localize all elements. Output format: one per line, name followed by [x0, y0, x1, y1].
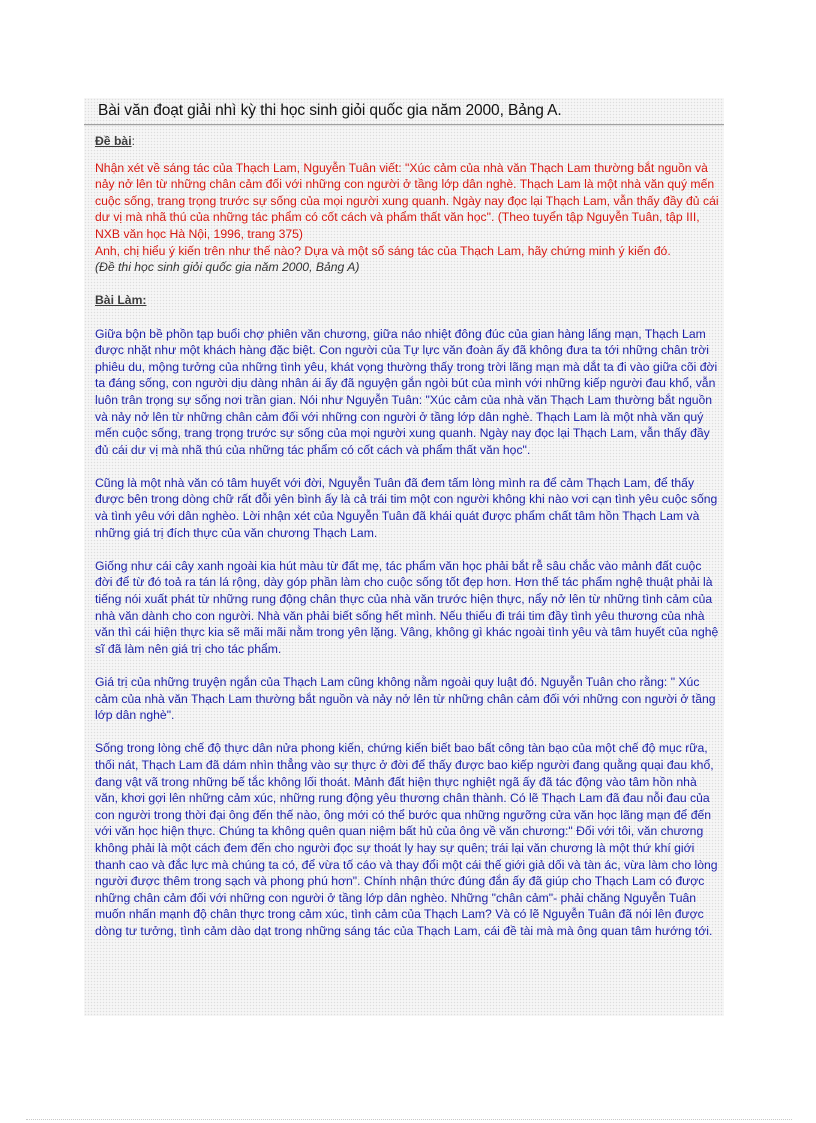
spacer [95, 657, 721, 674]
document-body [95, 133, 721, 940]
de-bai-colon: : [131, 134, 135, 148]
footer-divider [26, 1119, 792, 1120]
prompt-source: (Đề thi học sinh giỏi quốc gia năm 2000, Bảng A) [95, 260, 360, 275]
essay-paragraph: Cũng là một nhà văn có tâm huyết với đời, Nguyễn Tuân đã đem tấm lòng mình ra để cảm Thạch Lam, để thấy được bên trong dòng chữ rất đỗi yên bình ấy là cả trái tim một con người không khi nào vơi cạn tình yêu cuộc sống và tình yêu với dân nghèo. Lời nhận xét của Nguyễn Tuân đã khái quát được phẩm chất tâm hồn Thạch Lam và những giá trị đích thực của văn chương Thạch Lam. [95, 475, 718, 540]
essay-paragraph: Sống trong lòng chế độ thực dân nửa phong kiến, chứng kiến biết bao bất công tàn bạo của một chế độ mục rữa, thối nát, Thạch Lam đã dám nhìn thẳng vào sự thực ở đời để thấy được bao kiếp người đang quằng quại đau khổ, đang vật vã trong những bế tắc không lối thoát. Mảnh đất hiện thực nghiệt ngã ấy đã tác động vào tâm hồn nhà văn, khơi gợi lên những cảm xúc, những rung động yêu thương chân thành. Có lẽ Thạch Lam đã đau nỗi đau của con người trong thời đại ông đến thế nào, ông mới có thể bước qua những ngưỡng cửa văn học lãng mạn để đến với văn học hiện thực. Chúng ta không quên quan niệm bất hủ của ông về văn chương:" Đối với tôi, văn chương không phải là một cách đem đến cho người đọc sự thoát ly hay sự quên; trái lại văn chương là một thứ khí giới thanh cao và đắc lực mà chúng ta có, để vừa tố cáo và thay đổi một cái thế giới giả dối và tàn ác, vừa làm cho lòng người được thêm trong sạch và phong phú hơn". Chính nhận thức đúng đắn ấy đã giúp cho Thạch Lam có được những chân cảm đối với những con người ở tầng lớp dân nghèo. Những "chân cảm"- phải chăng Nguyễn Tuân muốn nhấn mạnh độ chân thực trong cảm xúc, tình cảm của Thạch Lam? Và có lẽ Nguyễn Tuân đã nói lên được dòng tư tưởng, tình cảm dào dạt trong những sáng tác của Thạch Lam, cái đề tài mà mà ông quan tâm hướng tới. [95, 741, 718, 938]
prompt-quote: Nhận xét về sáng tác của Thạch Lam, Nguyễn Tuân viết: "Xúc cảm của nhà văn Thạch Lam thường bắt nguồn và nảy nở lên từ những chân cảm đối với những con người ở tầng lớp dân nghè. Thạch Lam là một nhà văn quý mến cuộc sống, trang trọng trước sự sống của mọi người xung quanh. Ngày nay đọc lại Thạch Lam, vẫn thấy đầy đủ cái dư vị mà nhã thú của những tác phẩm có cốt cách và phẩm thất văn học". (Theo tuyển tập Nguyễn Tuân, tập III, NXB văn học Hà Nội, 1996, trang 375) [95, 160, 719, 241]
spacer [95, 541, 721, 558]
bai-lam-heading [95, 292, 721, 309]
document-title: Bài văn đoạt giải nhì kỳ thi học sinh giỏi quốc gia năm 2000, Bảng A. [98, 102, 562, 119]
de-bai-label: Đề bài [95, 134, 132, 148]
de-bai-heading [95, 133, 721, 150]
spacer [95, 309, 721, 326]
spacer [95, 458, 721, 475]
essay-paragraph: Giá trị của những truyện ngắn của Thạch Lam cũng không nằm ngoài quy luật đó. Nguyễn Tuân cho rằng: " Xúc cảm của nhà văn Thạch Lam thường bắt nguồn và nảy nở lên từ những chân cảm đối với những con người ở tầng lớp dân nghè". [95, 675, 716, 723]
prompt-question: Anh, chị hiểu ý kiến trên như thế nào? Dựa và một số sáng tác của Thạch Lam, hãy chứng minh ý kiến đó. [95, 243, 671, 258]
essay-paragraph: Giống như cái cây xanh ngoài kia hút màu từ đất mẹ, tác phẩm văn học phải bắt rễ sâu chắc vào mảnh đất cuộc đời để từ đó toả ra tán lá rộng, dày góp phần làm cho cuộc sống tốt đẹp hơn. Hơn thế tác phẩm nghệ thuật phải là tiếng nói xuất phát từ những rung động chân thực của nhà văn trước hiện thực, nẩy nở lên từ những tình cảm của nhà văn dành cho con người. Nhà văn phải biết sống hết mình. Nếu thiếu đi trái tim đầy tình yêu thương của nhà văn thì cái hiện thực kia sẽ mãi mãi nằm trong yên lặng. Vâng, không gì khác ngoài tình yêu và tâm huyết của nghệ sĩ đã làm nên giá trị cho tác phẩm. [95, 558, 719, 656]
spacer [95, 724, 721, 741]
essay-paragraph: Giữa bộn bề phồn tạp buổi chợ phiên văn chương, giữa náo nhiệt đông đúc của gian hàng lấng mạn, Thạch Lam được nhặt như một khách hàng đặc biệt. Con người của Tự lực văn đoàn ấy đã không đưa ta tới những chân trời phiêu du, mộng tưởng của những tình yêu, khát vọng thường thấy trong trời lãng mạn mà dắt ta đi vào giữa cõi đời ta đáng sống, con người dịu dàng nhân ái ấy đã nguyện gắn ngòi bút của mình với những kiếp người đau khổ, vẫn luôn trân trọng sự sống nơi trần gian. Nói như Nguyễn Tuân: "Xúc cảm của nhà văn Thạch Lam thường bắt nguồn và nảy nở lên từ những chân cảm đối với những con người ở tầng lớp dân nghè. Thạch Lam là một nhà văn quý mến cuộc sống, trang trọng trước sự sống của mọi người xung quanh. Ngày nay đọc lại Thạch Lam, vẫn thấy đầy đủ cái dư vị mà nhã thú của những tác phẩm có cốt cách và phẩm thất văn học". [95, 326, 718, 457]
title-divider [84, 124, 724, 126]
spacer [95, 276, 721, 293]
spacer [95, 150, 721, 160]
bai-lam-label: Bài Làm: [95, 293, 147, 308]
